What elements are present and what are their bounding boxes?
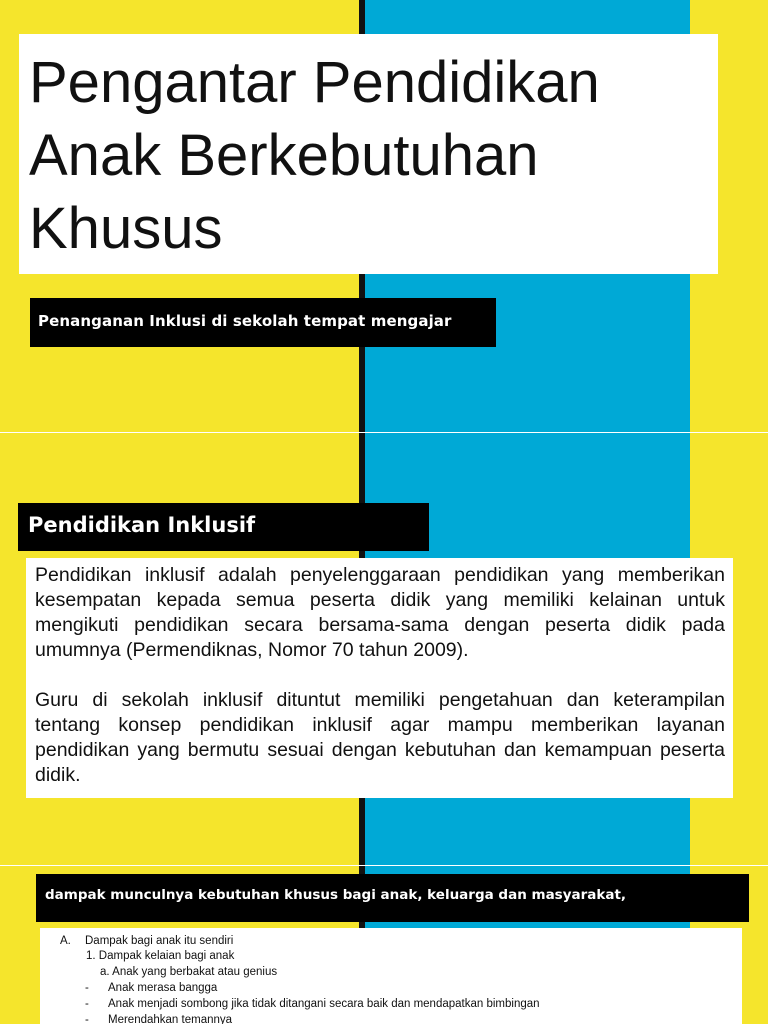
list-item: Anak merasa bangga — [108, 982, 218, 994]
list-marker-a: A. — [60, 935, 71, 947]
dampak-heading: dampak munculnya kebutuhan khusus bagi anak, keluarga dan masyarakat, — [45, 887, 627, 903]
paragraph-definition: Pendidikan inklusif adalah penyelenggaraan pendidikan yang memberikan kesempatan kepada semua peserta didik yang memiliki kelainan untuk mengikuti pendidikan secara bersama-sama dengan peserta didik pada umumnya (Permendiknas, Nomor 70 tahun 2009). — [35, 564, 725, 661]
title-line-3: Khusus — [29, 196, 223, 261]
list-item: a. Anak yang berbakat atau genius — [100, 966, 278, 978]
list-dash: - — [85, 998, 89, 1010]
list-dash: - — [85, 982, 89, 994]
section-heading: Pendidikan Inklusif — [28, 513, 256, 537]
content-box — [26, 558, 733, 798]
slide-title — [0, 0, 768, 432]
slide-dampak — [0, 866, 768, 1024]
list-dash: - — [85, 1014, 89, 1024]
title-box — [19, 34, 718, 274]
slide-pendidikan-inklusif — [0, 433, 768, 865]
section-heading-box — [18, 503, 429, 551]
list-item: 1. Dampak kelaian bagi anak — [86, 950, 235, 962]
dampak-list-box — [40, 928, 742, 1024]
title-line-1: Pengantar Pendidikan — [29, 50, 600, 115]
list-item: Anak menjadi sombong jika tidak ditangani secara baik dan mendapatkan bimbingan — [108, 998, 540, 1010]
list-item: Merendahkan temannya — [108, 1014, 233, 1024]
title-line-2: Anak Berkebutuhan — [29, 123, 539, 188]
list-item: Dampak bagi anak itu sendiri — [85, 935, 234, 947]
subtitle: Penanganan Inklusi di sekolah tempat mengajar — [38, 312, 452, 330]
page-title — [29, 46, 719, 265]
paragraph-teacher: Guru di sekolah inklusif dituntut memiliki pengetahuan dan keterampilan tentang konsep pendidikan inklusif agar mampu memberikan layanan pendidikan yang bermutu sesuai dengan kebutuhan dan kemampuan peserta didik. — [35, 689, 725, 786]
subtitle-box — [30, 298, 496, 347]
dampak-heading-box — [36, 874, 749, 922]
